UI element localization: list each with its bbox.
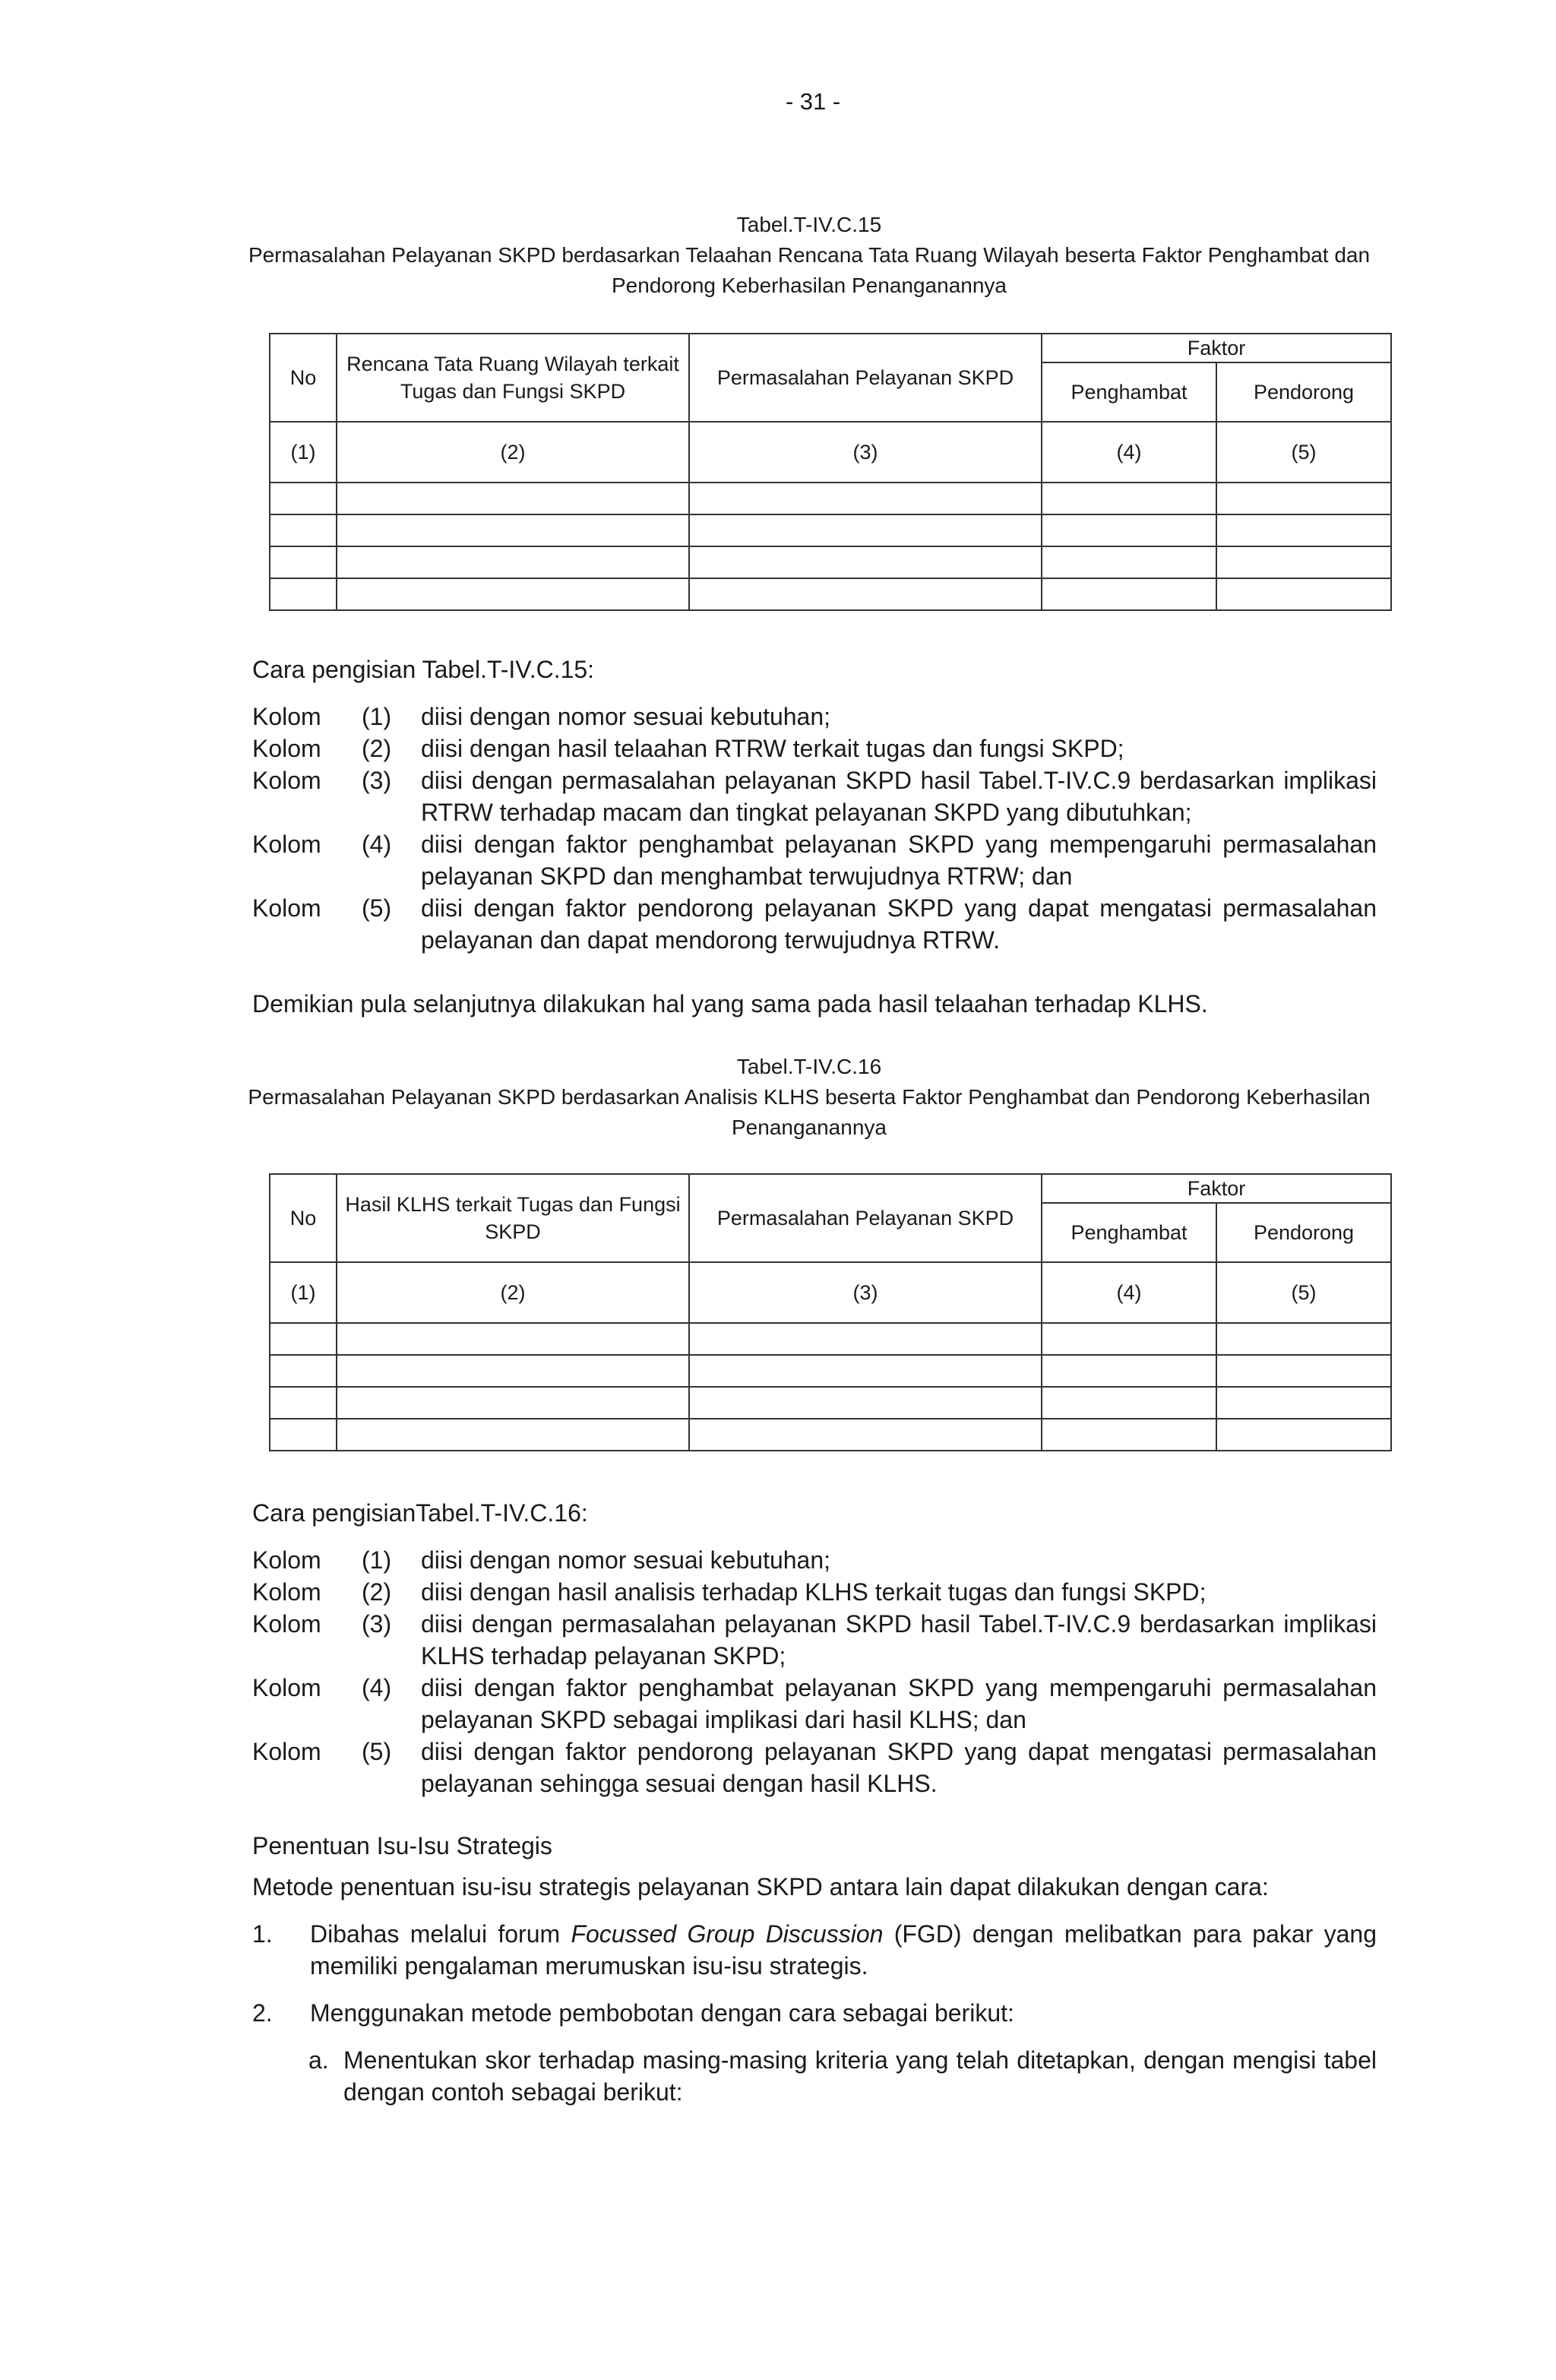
kolom-description: diisi dengan hasil analisis terhadap KLHS terkait tugas dan fungsi SKPD;	[421, 1578, 1207, 1606]
table2-caption	[228, 1052, 1390, 1143]
kolom-description: diisi dengan faktor penghambat pelayanan SKPD yang mempengaruhi permasalahan pelayanan SKPD sebagai implikasi dari hasil KLHS; dan	[421, 1674, 1377, 1733]
table-cell: (4)	[1042, 422, 1216, 483]
table-cell	[1042, 514, 1216, 546]
kolom-number: (4)	[362, 831, 392, 858]
kolom-label: Kolom	[252, 1578, 321, 1606]
kolom-label: Kolom	[252, 735, 321, 762]
kolom-description: diisi dengan nomor sesuai kebutuhan;	[421, 703, 831, 730]
table-cell	[689, 1419, 1042, 1451]
table-cell	[1216, 1387, 1391, 1419]
table-row	[270, 1355, 1391, 1387]
table2-title: Permasalahan Pelayanan SKPD berdasarkan Analisis KLHS beserta Faktor Penghambat dan Pendorong Keberhasilan Penanganannya	[248, 1085, 1371, 1139]
page-number: - 31 -	[785, 88, 841, 115]
list-item	[252, 1608, 1377, 1672]
kolom-label: Kolom	[252, 1610, 321, 1638]
table1-header-penghambat: Penghambat	[1042, 362, 1216, 422]
kolom-number: (3)	[362, 1610, 392, 1638]
kolom-label: Kolom	[252, 767, 321, 794]
kolom-description: diisi dengan permasalahan pelayanan SKPD hasil Tabel.T-IV.C.9 berdasarkan implikasi KLHS terhadap pelayanan SKPD;	[421, 1610, 1377, 1669]
strategis-heading: Penentuan Isu-Isu Strategis	[252, 1832, 552, 1859]
table-cell	[1042, 1323, 1216, 1355]
table2-header-penghambat: Penghambat	[1042, 1203, 1216, 1262]
table1-number-row	[270, 422, 1391, 483]
kolom-number: (4)	[362, 1674, 392, 1701]
table1	[269, 333, 1392, 611]
kolom-number: (5)	[362, 1738, 392, 1765]
table-cell	[1216, 514, 1391, 546]
table-row	[270, 1419, 1391, 1451]
table-cell	[270, 1387, 337, 1419]
table-cell: (3)	[689, 1262, 1042, 1323]
table-cell	[1042, 546, 1216, 578]
table-row	[270, 483, 1391, 514]
kolom-description: diisi dengan faktor pendorong pelayanan SKPD yang dapat mengatasi permasalahan pelayanan sehingga sesuai dengan hasil KLHS.	[421, 1738, 1377, 1797]
table-cell	[337, 483, 689, 514]
table2-label: Tabel.T-IV.C.16	[736, 1055, 882, 1078]
table-cell	[1216, 483, 1391, 514]
table-cell	[337, 514, 689, 546]
table-cell: (1)	[270, 422, 337, 483]
kolom-number: (2)	[362, 1578, 392, 1606]
kolom-label: Kolom	[252, 831, 321, 858]
table2	[269, 1173, 1392, 1451]
table-cell	[1216, 1355, 1391, 1387]
table-cell	[689, 546, 1042, 578]
table-row	[270, 546, 1391, 578]
table-cell	[1216, 1323, 1391, 1355]
table-cell: (5)	[1216, 422, 1391, 483]
table-cell	[337, 1419, 689, 1451]
table2-number-row	[270, 1262, 1391, 1323]
kolom-description: diisi dengan faktor penghambat pelayanan SKPD yang mempengaruhi permasalahan pelayanan SKPD dan menghambat terwujudnya RTRW; dan	[421, 831, 1377, 890]
table2-instructions	[252, 1544, 1377, 1799]
table-row	[270, 1323, 1391, 1355]
list-item	[252, 1544, 1377, 1576]
list-item	[252, 764, 1377, 828]
kolom-label: Kolom	[252, 703, 321, 730]
table-cell	[270, 578, 337, 610]
table-cell	[337, 1323, 689, 1355]
table2-instruction-title: Cara pengisianTabel.T-IV.C.16:	[252, 1499, 588, 1527]
table-cell: (1)	[270, 1262, 337, 1323]
list-item	[252, 701, 1377, 733]
table-cell	[689, 1323, 1042, 1355]
table-cell: (3)	[689, 422, 1042, 483]
table-cell	[337, 578, 689, 610]
table-cell: (4)	[1042, 1262, 1216, 1323]
table-cell	[337, 1355, 689, 1387]
table-cell: (2)	[337, 422, 689, 483]
kolom-label: Kolom	[252, 894, 321, 922]
table-row	[270, 1387, 1391, 1419]
table-cell	[689, 1355, 1042, 1387]
list-text-italic: Focussed Group Discussion	[571, 1920, 884, 1948]
sub-list-item	[308, 2044, 1377, 2108]
table-row	[270, 514, 1391, 546]
kolom-description: diisi dengan faktor pendorong pelayanan SKPD yang dapat mengatasi permasalahan pelayanan dan dapat mendorong terwujudnya RTRW.	[421, 894, 1377, 954]
table-cell: (2)	[337, 1262, 689, 1323]
list-text	[310, 1918, 1377, 1982]
table-cell	[337, 1387, 689, 1419]
kolom-label: Kolom	[252, 1738, 321, 1765]
list-item	[252, 1672, 1377, 1736]
table1-instruction-title: Cara pengisian Tabel.T-IV.C.15:	[252, 656, 595, 683]
table-cell	[689, 1387, 1042, 1419]
strategis-intro: Metode penentuan isu-isu strategis pelayanan SKPD antara lain dapat dilakukan dengan cara:	[252, 1873, 1269, 1901]
list-item	[252, 892, 1377, 956]
table-cell	[1042, 578, 1216, 610]
kolom-number: (1)	[362, 703, 392, 730]
transition-text: Demikian pula selanjutnya dilakukan hal yang sama pada hasil telaahan terhadap KLHS.	[252, 990, 1208, 1018]
table1-header-faktor: Faktor	[1042, 334, 1391, 362]
sub-list-text: Menentukan skor terhadap masing-masing kriteria yang telah ditetapkan, dengan mengisi tabel dengan contoh sebagai berikut:	[343, 2046, 1377, 2106]
table2-header-pendorong: Pendorong	[1216, 1203, 1391, 1262]
list-text-part: (FGD) dengan melibatkan para pakar yang memiliki pengalaman merumuskan isu-isu strategis.	[310, 1920, 1377, 1980]
kolom-description: diisi dengan nomor sesuai kebutuhan;	[421, 1546, 831, 1574]
table-cell	[689, 483, 1042, 514]
kolom-number: (5)	[362, 894, 392, 922]
table-cell	[1042, 483, 1216, 514]
list-item	[252, 828, 1377, 892]
table1-header-no: No	[270, 334, 337, 422]
table2-header-col3: Permasalahan Pelayanan SKPD	[689, 1174, 1042, 1262]
table-cell	[270, 514, 337, 546]
list-item	[252, 1736, 1377, 1799]
kolom-number: (3)	[362, 767, 392, 794]
table-cell	[270, 1323, 337, 1355]
table-row	[270, 578, 1391, 610]
kolom-label: Kolom	[252, 1674, 321, 1701]
table1-instructions	[252, 701, 1377, 956]
table2-header-col2: Hasil KLHS terkait Tugas dan Fungsi SKPD	[337, 1174, 689, 1262]
kolom-number: (2)	[362, 735, 392, 762]
list-text-part: Dibahas melalui forum	[310, 1920, 571, 1948]
list-number: 1.	[252, 1920, 273, 1948]
table-cell: (5)	[1216, 1262, 1391, 1323]
table-cell	[1042, 1387, 1216, 1419]
table1-title: Permasalahan Pelayanan SKPD berdasarkan Telaahan Rencana Tata Ruang Wilayah beserta Faktor Penghambat dan Pendorong Keberhasilan Penanganannya	[248, 243, 1371, 297]
table-cell	[1042, 1355, 1216, 1387]
table-cell	[1216, 1419, 1391, 1451]
list-number: 2.	[252, 1999, 273, 2027]
kolom-number: (1)	[362, 1546, 392, 1574]
table-cell	[270, 483, 337, 514]
table2-header-faktor: Faktor	[1042, 1174, 1391, 1203]
kolom-description: diisi dengan permasalahan pelayanan SKPD hasil Tabel.T-IV.C.9 berdasarkan implikasi RTRW terhadap macam dan tingkat pelayanan SKPD yang dibutuhkan;	[421, 767, 1377, 826]
table-cell	[689, 514, 1042, 546]
table1-header-pendorong: Pendorong	[1216, 362, 1391, 422]
table-cell	[270, 1355, 337, 1387]
list-item	[252, 733, 1377, 764]
list-item	[252, 1997, 1377, 2029]
table-cell	[1216, 578, 1391, 610]
list-item	[252, 1918, 1377, 1982]
table2-header-no: No	[270, 1174, 337, 1262]
table1-header-col3: Permasalahan Pelayanan SKPD	[689, 334, 1042, 422]
table1-caption	[228, 210, 1390, 301]
table-cell	[270, 546, 337, 578]
table-cell	[270, 1419, 337, 1451]
table1-header-col2: Rencana Tata Ruang Wilayah terkait Tugas dan Fungsi SKPD	[337, 334, 689, 422]
list-text: Menggunakan metode pembobotan dengan cara sebagai berikut:	[310, 1999, 1014, 2027]
table-cell	[1216, 546, 1391, 578]
table-cell	[337, 546, 689, 578]
kolom-description: diisi dengan hasil telaahan RTRW terkait tugas dan fungsi SKPD;	[421, 735, 1124, 762]
list-item	[252, 1576, 1377, 1608]
table1-label: Tabel.T-IV.C.15	[736, 213, 882, 236]
table-cell	[689, 578, 1042, 610]
table-cell	[1042, 1419, 1216, 1451]
sub-list-letter: a.	[308, 2046, 329, 2074]
kolom-label: Kolom	[252, 1546, 321, 1574]
